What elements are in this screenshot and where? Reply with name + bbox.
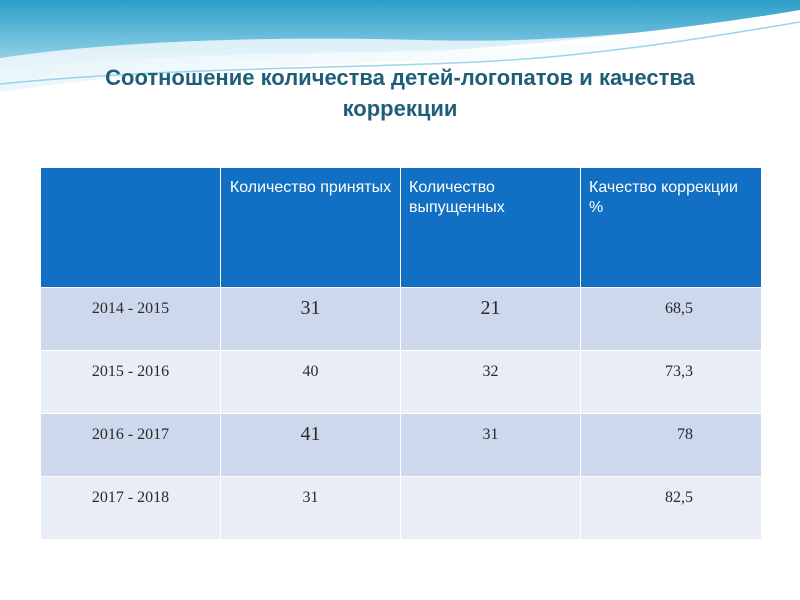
header-accepted: Количество принятых [221, 168, 401, 288]
released-cell [401, 477, 581, 540]
year-cell: 2016 - 2017 [41, 414, 221, 477]
released-cell: 21 [401, 288, 581, 351]
quality-cell: 82,5 [581, 477, 762, 540]
quality-cell: 78 [581, 414, 762, 477]
accepted-cell: 31 [221, 477, 401, 540]
accepted-cell: 31 [221, 288, 401, 351]
header-quality: Качество коррекции % [581, 168, 762, 288]
header-year-cell [41, 168, 221, 288]
table-row [41, 414, 762, 477]
year-cell: 2017 - 2018 [41, 477, 221, 540]
table-row [41, 477, 762, 540]
table-row [41, 351, 762, 414]
year-cell: 2014 - 2015 [41, 288, 221, 351]
quality-cell: 73,3 [581, 351, 762, 414]
year-cell: 2015 - 2016 [41, 351, 221, 414]
header-released: Количество выпущенных [401, 168, 581, 288]
quality-cell: 68,5 [581, 288, 762, 351]
data-table [40, 167, 762, 540]
table-row [41, 288, 762, 351]
released-cell: 31 [401, 414, 581, 477]
slide-title: Соотношение количества детей-логопатов и качества коррекции [105, 65, 695, 121]
released-cell: 32 [401, 351, 581, 414]
accepted-cell: 41 [221, 414, 401, 477]
table-header-row [41, 168, 762, 288]
accepted-cell: 40 [221, 351, 401, 414]
